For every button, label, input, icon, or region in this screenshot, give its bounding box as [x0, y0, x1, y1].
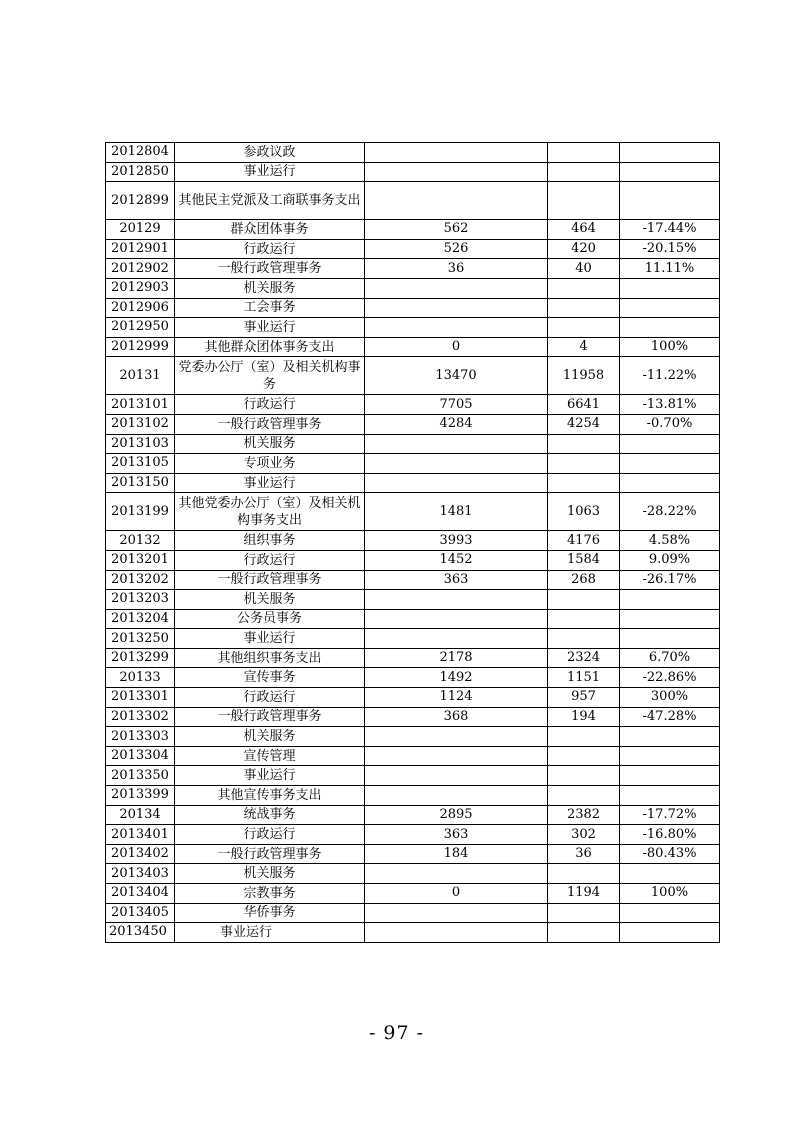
- name-cell: 行政运行: [175, 395, 365, 415]
- table-row: [106, 239, 720, 259]
- value-cell-1: [365, 864, 548, 884]
- code-cell: 2013399: [106, 786, 175, 806]
- code-cell: 2013203: [106, 590, 175, 610]
- table-row: [106, 259, 720, 279]
- name-cell: 行政运行: [175, 688, 365, 708]
- code-cell: 2013302: [106, 707, 175, 727]
- table-row: [106, 609, 720, 629]
- code-cell: 2013202: [106, 570, 175, 590]
- code-cell: 2013450: [106, 923, 175, 943]
- value-cell-2: [548, 864, 620, 884]
- code-cell: 2013105: [106, 454, 175, 474]
- value-cell-2: [548, 298, 620, 318]
- name-cell: 事业运行: [175, 766, 365, 786]
- code-cell: 2012850: [106, 162, 175, 182]
- code-cell: 2013402: [106, 844, 175, 864]
- change-percent-cell: -20.15%: [620, 239, 720, 259]
- code-cell: 2013350: [106, 766, 175, 786]
- code-cell: 2013250: [106, 629, 175, 649]
- name-cell: 一般行政管理事务: [175, 844, 365, 864]
- table-row: [106, 923, 720, 943]
- change-percent-cell: -47.28%: [620, 707, 720, 727]
- value-cell-2: 1194: [548, 884, 620, 904]
- value-cell-2: 464: [548, 220, 620, 240]
- name-cell: 党委办公厅（室）及相关机构事务: [175, 357, 365, 395]
- change-percent-cell: [620, 162, 720, 182]
- table-row: [106, 590, 720, 610]
- value-cell-2: 6641: [548, 395, 620, 415]
- change-percent-cell: -80.43%: [620, 844, 720, 864]
- name-cell: 群众团体事务: [175, 220, 365, 240]
- value-cell-1: 1492: [365, 668, 548, 688]
- change-percent-cell: [620, 746, 720, 766]
- value-cell-2: 957: [548, 688, 620, 708]
- value-cell-2: 36: [548, 844, 620, 864]
- table-row: [106, 668, 720, 688]
- change-percent-cell: [620, 923, 720, 943]
- code-cell: 20133: [106, 668, 175, 688]
- code-cell: 2012999: [106, 337, 175, 357]
- value-cell-2: [548, 590, 620, 610]
- code-cell: 2013405: [106, 903, 175, 923]
- code-cell: 20129: [106, 220, 175, 240]
- change-percent-cell: 9.09%: [620, 550, 720, 570]
- table-row: [106, 903, 720, 923]
- value-cell-1: 184: [365, 844, 548, 864]
- name-cell: 行政运行: [175, 550, 365, 570]
- name-cell: 事业运行: [175, 473, 365, 493]
- name-cell: 机关服务: [175, 727, 365, 747]
- value-cell-1: [365, 473, 548, 493]
- name-cell: 宣传事务: [175, 668, 365, 688]
- value-cell-1: [365, 590, 548, 610]
- value-cell-2: 2382: [548, 805, 620, 825]
- value-cell-1: [365, 143, 548, 163]
- change-percent-cell: -28.22%: [620, 493, 720, 531]
- table-row: [106, 414, 720, 434]
- table-row: [106, 550, 720, 570]
- table-row: [106, 278, 720, 298]
- change-percent-cell: [620, 766, 720, 786]
- page-number: - 97 -: [368, 1022, 425, 1044]
- value-cell-2: [548, 727, 620, 747]
- value-cell-2: [548, 434, 620, 454]
- name-cell: 其他党委办公厅（室）及相关机构事务支出: [175, 493, 365, 531]
- change-percent-cell: -11.22%: [620, 357, 720, 395]
- name-cell: 机关服务: [175, 864, 365, 884]
- table-row: [106, 473, 720, 493]
- value-cell-2: 40: [548, 259, 620, 279]
- value-cell-2: [548, 923, 620, 943]
- table-row: [106, 298, 720, 318]
- code-cell: 2012804: [106, 143, 175, 163]
- code-cell: 2013301: [106, 688, 175, 708]
- change-percent-cell: [620, 629, 720, 649]
- table-row: [106, 337, 720, 357]
- value-cell-2: [548, 143, 620, 163]
- change-percent-cell: [620, 786, 720, 806]
- change-percent-cell: 6.70%: [620, 648, 720, 668]
- value-cell-2: 2324: [548, 648, 620, 668]
- value-cell-1: 3993: [365, 531, 548, 551]
- code-cell: 20134: [106, 805, 175, 825]
- code-cell: 2013403: [106, 864, 175, 884]
- change-percent-cell: [620, 318, 720, 338]
- change-percent-cell: [620, 298, 720, 318]
- change-percent-cell: -17.44%: [620, 220, 720, 240]
- table-row: [106, 727, 720, 747]
- code-cell: 2013401: [106, 825, 175, 845]
- value-cell-2: [548, 278, 620, 298]
- value-cell-1: [365, 182, 548, 220]
- value-cell-1: 0: [365, 884, 548, 904]
- name-cell: 行政运行: [175, 825, 365, 845]
- table-row: [106, 395, 720, 415]
- value-cell-2: [548, 318, 620, 338]
- change-percent-cell: [620, 454, 720, 474]
- change-percent-cell: 300%: [620, 688, 720, 708]
- value-cell-1: [365, 786, 548, 806]
- name-cell: 宗教事务: [175, 884, 365, 904]
- value-cell-2: 194: [548, 707, 620, 727]
- code-cell: 2013150: [106, 473, 175, 493]
- table-row: [106, 688, 720, 708]
- table-row: [106, 844, 720, 864]
- name-cell: 机关服务: [175, 590, 365, 610]
- code-cell: 2013101: [106, 395, 175, 415]
- name-cell: 机关服务: [175, 434, 365, 454]
- code-cell: 2013304: [106, 746, 175, 766]
- value-cell-2: [548, 746, 620, 766]
- table-row: [106, 570, 720, 590]
- value-cell-1: 526: [365, 239, 548, 259]
- value-cell-1: [365, 454, 548, 474]
- name-cell: 组织事务: [175, 531, 365, 551]
- name-cell: 行政运行: [175, 239, 365, 259]
- value-cell-1: [365, 766, 548, 786]
- change-percent-cell: 100%: [620, 337, 720, 357]
- value-cell-1: 36: [365, 259, 548, 279]
- value-cell-1: 363: [365, 570, 548, 590]
- name-cell: 一般行政管理事务: [175, 414, 365, 434]
- value-cell-1: [365, 629, 548, 649]
- value-cell-1: [365, 318, 548, 338]
- value-cell-1: [365, 727, 548, 747]
- value-cell-2: [548, 182, 620, 220]
- name-cell: 事业运行: [175, 923, 365, 943]
- value-cell-2: 4: [548, 337, 620, 357]
- change-percent-cell: -22.86%: [620, 668, 720, 688]
- code-cell: 2013404: [106, 884, 175, 904]
- code-cell: 20132: [106, 531, 175, 551]
- value-cell-2: [548, 473, 620, 493]
- value-cell-2: [548, 903, 620, 923]
- name-cell: 事业运行: [175, 162, 365, 182]
- code-cell: 2012903: [106, 278, 175, 298]
- table-row: [106, 707, 720, 727]
- name-cell: 一般行政管理事务: [175, 259, 365, 279]
- change-percent-cell: -17.72%: [620, 805, 720, 825]
- code-cell: 2013199: [106, 493, 175, 531]
- name-cell: 华侨事务: [175, 903, 365, 923]
- table-row: [106, 493, 720, 531]
- change-percent-cell: [620, 182, 720, 220]
- value-cell-2: [548, 609, 620, 629]
- value-cell-2: 1063: [548, 493, 620, 531]
- value-cell-1: [365, 298, 548, 318]
- table-row: [106, 746, 720, 766]
- value-cell-2: 302: [548, 825, 620, 845]
- code-cell: 2012901: [106, 239, 175, 259]
- value-cell-2: [548, 786, 620, 806]
- table-body: [106, 143, 720, 943]
- value-cell-2: [548, 629, 620, 649]
- name-cell: 一般行政管理事务: [175, 707, 365, 727]
- value-cell-1: 1481: [365, 493, 548, 531]
- name-cell: 其他民主党派及工商联事务支出: [175, 182, 365, 220]
- name-cell: 事业运行: [175, 318, 365, 338]
- value-cell-1: 0: [365, 337, 548, 357]
- table-row: [106, 357, 720, 395]
- table-row: [106, 629, 720, 649]
- value-cell-1: 7705: [365, 395, 548, 415]
- value-cell-2: 4176: [548, 531, 620, 551]
- value-cell-1: 363: [365, 825, 548, 845]
- table-row: [106, 884, 720, 904]
- change-percent-cell: -16.80%: [620, 825, 720, 845]
- code-cell: 2012899: [106, 182, 175, 220]
- value-cell-2: 420: [548, 239, 620, 259]
- value-cell-2: 4254: [548, 414, 620, 434]
- name-cell: 机关服务: [175, 278, 365, 298]
- name-cell: 其他宣传事务支出: [175, 786, 365, 806]
- change-percent-cell: -0.70%: [620, 414, 720, 434]
- change-percent-cell: [620, 434, 720, 454]
- table-row: [106, 220, 720, 240]
- value-cell-1: 1124: [365, 688, 548, 708]
- table-row: [106, 318, 720, 338]
- table-row: [106, 143, 720, 163]
- name-cell: 公务员事务: [175, 609, 365, 629]
- value-cell-1: [365, 746, 548, 766]
- code-cell: 2012902: [106, 259, 175, 279]
- name-cell: 事业运行: [175, 629, 365, 649]
- table-row: [106, 162, 720, 182]
- value-cell-1: 1452: [365, 550, 548, 570]
- value-cell-1: [365, 609, 548, 629]
- value-cell-1: 4284: [365, 414, 548, 434]
- value-cell-1: 13470: [365, 357, 548, 395]
- value-cell-2: 1151: [548, 668, 620, 688]
- code-cell: 2012950: [106, 318, 175, 338]
- value-cell-2: 11958: [548, 357, 620, 395]
- table-row: [106, 786, 720, 806]
- code-cell: 20131: [106, 357, 175, 395]
- value-cell-1: [365, 923, 548, 943]
- value-cell-1: 562: [365, 220, 548, 240]
- table-row: [106, 864, 720, 884]
- change-percent-cell: [620, 590, 720, 610]
- change-percent-cell: 11.11%: [620, 259, 720, 279]
- value-cell-1: 2895: [365, 805, 548, 825]
- code-cell: 2013299: [106, 648, 175, 668]
- name-cell: 工会事务: [175, 298, 365, 318]
- change-percent-cell: 100%: [620, 884, 720, 904]
- value-cell-2: [548, 162, 620, 182]
- change-percent-cell: -13.81%: [620, 395, 720, 415]
- value-cell-1: [365, 903, 548, 923]
- code-cell: 2013103: [106, 434, 175, 454]
- value-cell-1: [365, 278, 548, 298]
- name-cell: 专项业务: [175, 454, 365, 474]
- table-row: [106, 434, 720, 454]
- code-cell: 2013204: [106, 609, 175, 629]
- table-row: [106, 825, 720, 845]
- table-row: [106, 648, 720, 668]
- code-cell: 2012906: [106, 298, 175, 318]
- name-cell: 一般行政管理事务: [175, 570, 365, 590]
- name-cell: 统战事务: [175, 805, 365, 825]
- change-percent-cell: [620, 609, 720, 629]
- value-cell-2: 268: [548, 570, 620, 590]
- name-cell: 参政议政: [175, 143, 365, 163]
- change-percent-cell: [620, 278, 720, 298]
- value-cell-1: [365, 434, 548, 454]
- change-percent-cell: 4.58%: [620, 531, 720, 551]
- code-cell: 2013102: [106, 414, 175, 434]
- change-percent-cell: -26.17%: [620, 570, 720, 590]
- code-cell: 2013201: [106, 550, 175, 570]
- name-cell: 其他群众团体事务支出: [175, 337, 365, 357]
- table-row: [106, 454, 720, 474]
- value-cell-1: 368: [365, 707, 548, 727]
- name-cell: 宣传管理: [175, 746, 365, 766]
- change-percent-cell: [620, 727, 720, 747]
- change-percent-cell: [620, 864, 720, 884]
- change-percent-cell: [620, 143, 720, 163]
- value-cell-1: [365, 162, 548, 182]
- value-cell-2: [548, 454, 620, 474]
- value-cell-1: 2178: [365, 648, 548, 668]
- change-percent-cell: [620, 473, 720, 493]
- code-cell: 2013303: [106, 727, 175, 747]
- table-row: [106, 182, 720, 220]
- change-percent-cell: [620, 903, 720, 923]
- value-cell-2: [548, 766, 620, 786]
- table-row: [106, 805, 720, 825]
- table-row: [106, 766, 720, 786]
- table-row: [106, 531, 720, 551]
- budget-table: [105, 142, 720, 943]
- name-cell: 其他组织事务支出: [175, 648, 365, 668]
- value-cell-2: 1584: [548, 550, 620, 570]
